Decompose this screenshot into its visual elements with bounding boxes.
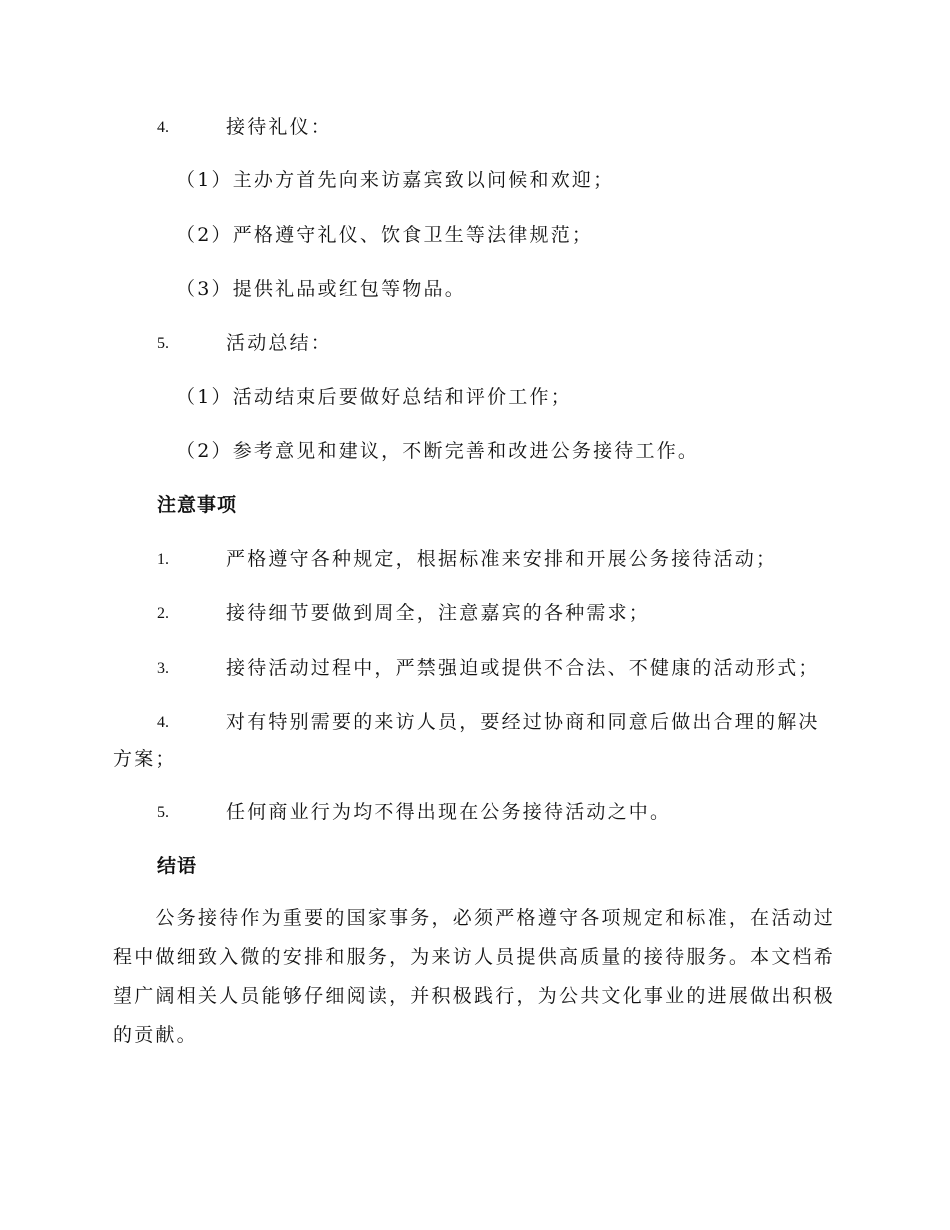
sub-item: （1）主办方首先向来访嘉宾致以问候和欢迎；	[176, 169, 615, 191]
list-number: 2.	[157, 605, 169, 622]
list-item-text: 接待细节要做到周全，注意嘉宾的各种需求；	[226, 602, 651, 624]
sub-item: （2）严格遵守礼仪、饮食卫生等法律规范；	[176, 224, 594, 246]
list-item-text: 对有特别需要的来访人员，要经过协商和同意后做出合理的解决	[226, 711, 820, 733]
conclusion-heading: 结语	[157, 855, 198, 877]
sub-item: （3）提供礼品或红包等物品。	[176, 278, 466, 300]
list-item-continuation: 方案；	[113, 748, 177, 770]
list-item-text: 接待活动过程中，严禁强迫或提供不合法、不健康的活动形式；	[226, 657, 820, 679]
list-number: 4.	[157, 714, 169, 731]
list-number: 1.	[157, 551, 169, 568]
section-title: 接待礼仪：	[226, 116, 333, 138]
list-number: 5.	[157, 335, 169, 352]
section-title: 活动总结：	[226, 332, 333, 354]
sub-item: （2）参考意见和建议，不断完善和改进公务接待工作。	[176, 440, 700, 462]
list-item-text: 任何商业行为均不得出现在公务接待活动之中。	[226, 801, 672, 823]
notes-heading: 注意事项	[157, 494, 238, 516]
conclusion-paragraph: 公务接待作为重要的国家事务，必须严格遵守各项规定和标准，在活动过程中做细致入微的安排和服务，为来访人员提供高质量的接待服务。本文档希望广阔相关人员能够仔细阅读，并积极践行，为公共文化事业的进展做出积极的贡献。	[113, 907, 835, 1046]
sub-item: （1）活动结束后要做好总结和评价工作；	[176, 386, 572, 408]
list-number: 4.	[157, 119, 169, 136]
list-number: 3.	[157, 660, 169, 677]
list-number: 5.	[157, 804, 169, 821]
list-item-text: 严格遵守各种规定，根据标准来安排和开展公务接待活动；	[226, 548, 778, 570]
